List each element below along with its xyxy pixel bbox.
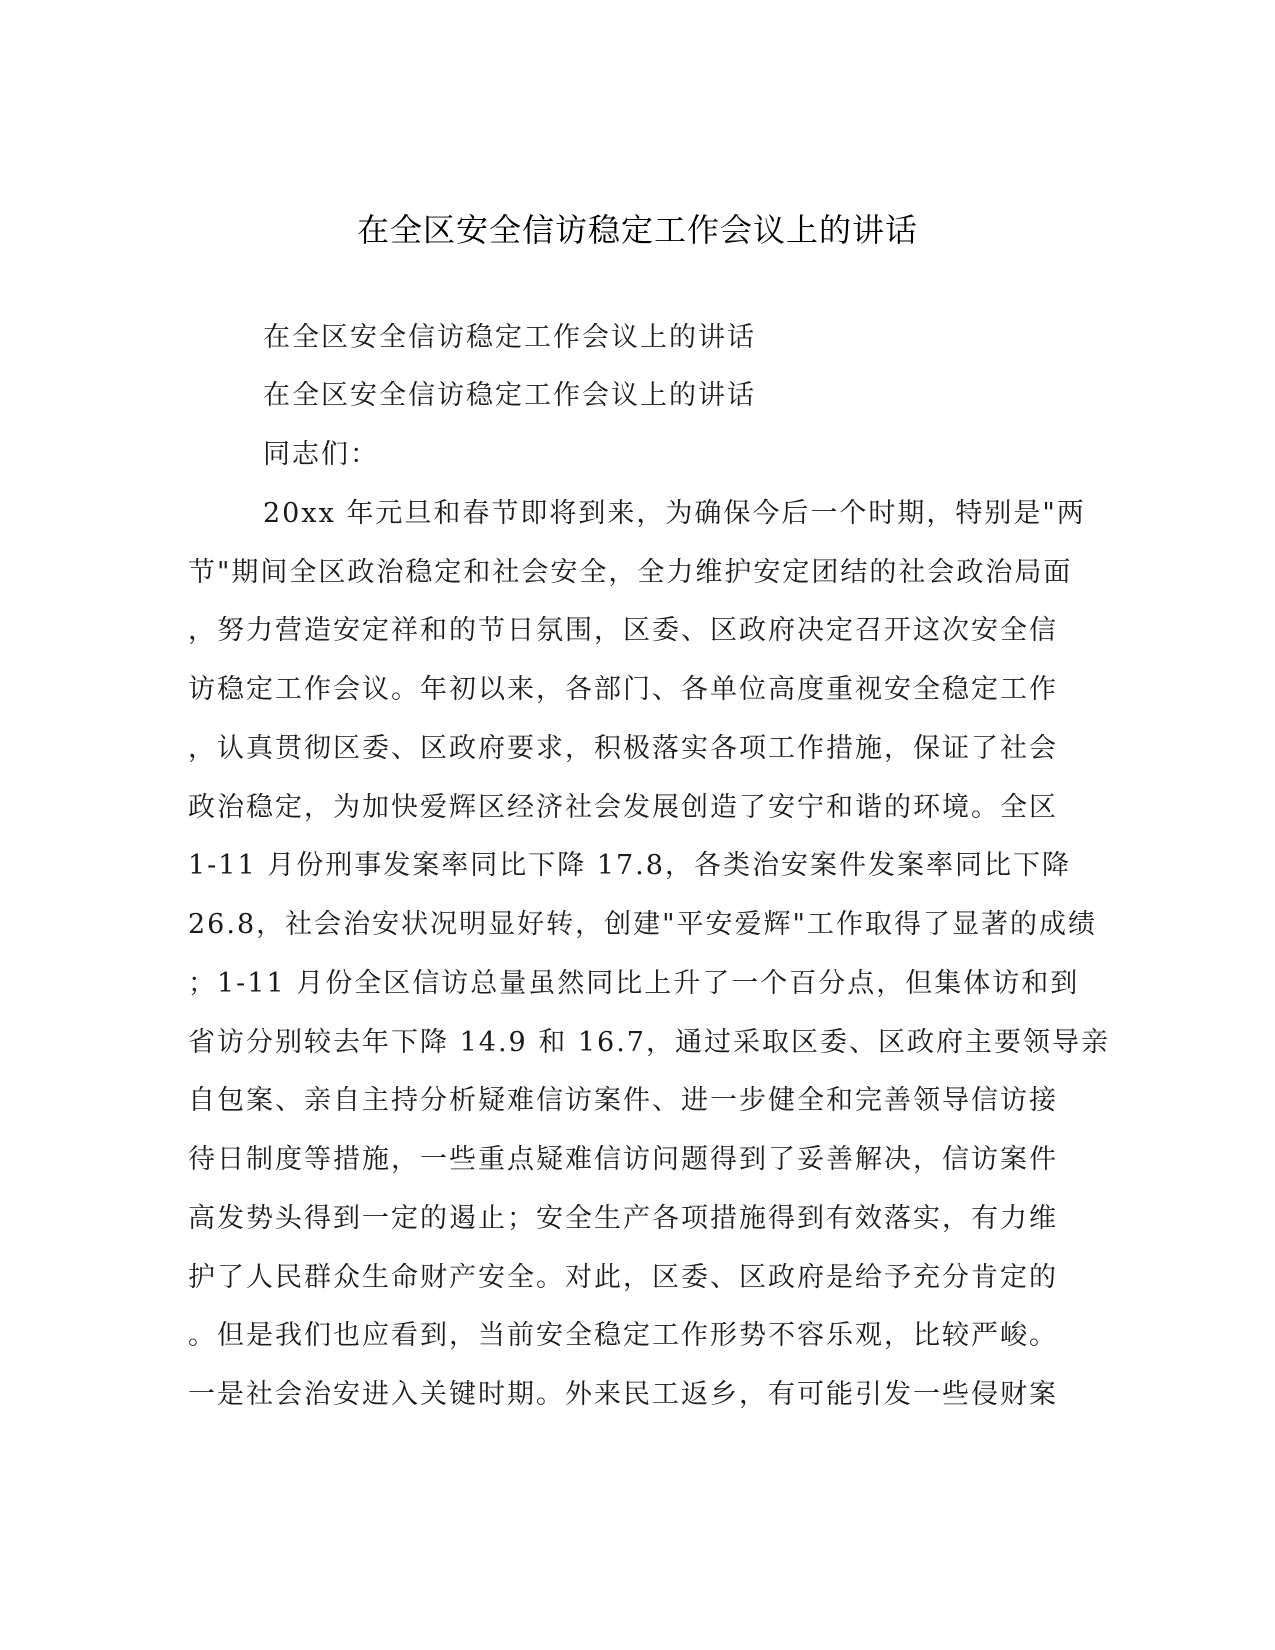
salutation: 同志们： [263, 439, 379, 470]
body-line-13: 高发势头得到一定的遏止；安全生产各项措施得到有效落实，有力维 [188, 1203, 1058, 1234]
body-line-4: 访稳定工作会议。年初以来，各部门、各单位高度重视安全稳定工作 [188, 674, 1058, 705]
body-line-12: 待日制度等措施，一些重点疑难信访问题得到了妥善解决，信访案件 [188, 1144, 1058, 1175]
document-title: 在全区安全信访稳定工作会议上的讲话 [356, 211, 918, 249]
subtitle-line-1: 在全区安全信访稳定工作会议上的讲话 [263, 322, 756, 353]
body-line-16: 一是社会治安进入关键时期。外来民工返乡，有可能引发一些侵财案 [188, 1379, 1058, 1410]
body-line-2: 节"期间全区政治稳定和社会安全，全力维护安定团结的社会政治局面 [188, 557, 1073, 588]
subtitle-line-2: 在全区安全信访稳定工作会议上的讲话 [263, 380, 756, 411]
body-line-15: 。但是我们也应看到，当前安全稳定工作形势不容乐观，比较严峻。 [188, 1320, 1058, 1351]
body-line-7: 1-11 月份刑事发案率同比下降 17.8，各类治安案件发案率同比下降 [188, 850, 1071, 881]
body-line-9: ；1-11 月份全区信访总量虽然同比上升了一个百分点，但集体访和到 [188, 968, 1080, 999]
body-line-5: ，认真贯彻区委、区政府要求，积极落实各项工作措施，保证了社会 [188, 733, 1058, 764]
body-line-14: 护了人民群众生命财产安全。对此，区委、区政府是给予充分肯定的 [188, 1262, 1058, 1293]
body-line-11: 自包案、亲自主持分析疑难信访案件、进一步健全和完善领导信访接 [188, 1085, 1058, 1116]
body-line-1: 20xx 年元旦和春节即将到来，为确保今后一个时期，特别是"两 [263, 498, 1086, 529]
body-line-3: ，努力营造安定祥和的节日氛围，区委、区政府决定召开这次安全信 [188, 615, 1058, 646]
body-line-10: 省访分别较去年下降 14.9 和 16.7，通过采取区委、区政府主要领导亲 [188, 1027, 1110, 1058]
body-line-6: 政治稳定，为加快爱辉区经济社会发展创造了安宁和谐的环境。全区 [188, 792, 1058, 823]
body-line-8: 26.8，社会治安状况明显好转，创建"平安爱辉"工作取得了显著的成绩 [188, 909, 1097, 940]
